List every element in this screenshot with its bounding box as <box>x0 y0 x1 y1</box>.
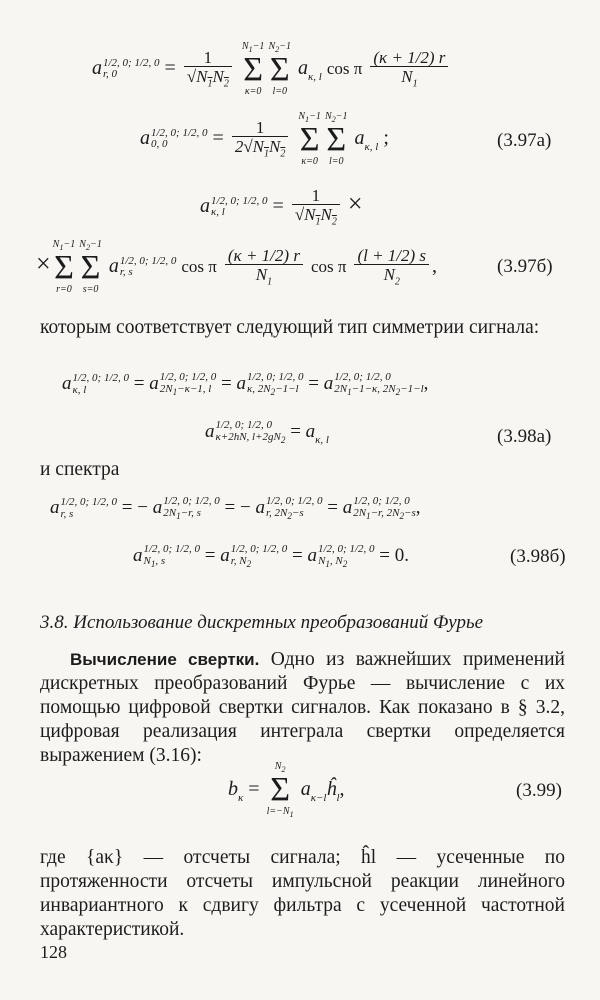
equation-397-line1: a 1/2, 0; 1/2, 0 r, 0 = $\frac{1}{√N_1N_2}$ $N_1-1$ Σ κ=0 $N_2-1$ Σ l=0 $a_{\kappa, l}$ cos π $\frac{(\kappa + 1/2) r}{N_1}$ <box>92 42 451 97</box>
equation-number-399: (3.99) <box>516 780 562 801</box>
equation-number-398a: (3.98а) <box>497 426 552 447</box>
equation-number-397b: (3.97б) <box>497 256 553 277</box>
paragraph-convolution <box>40 648 565 768</box>
section-title: 3.8. Использование дискретных преобразований Фурье <box>40 612 484 633</box>
paragraph-signal-samples: где {aκ} — отсчеты сигнала; ĥl — усеченные по протяженности отсчеты импульсной реакции линейного инвариантного к сдвигу фильтра с усеченной частотной характеристикой. <box>40 847 565 940</box>
equation-398b-line1: a 1/2, 0; 1/2, 0 r, s = − a 1/2, 0; 1/2, 0 $2N_1-r$, s = − a 1/2, 0; 1/2, 0 r, $2N_2-s$ = a 1/2, 0; 1/2, 0 $2N_1-r$, $2N_2-s$ , <box>50 495 421 521</box>
page-number: 128 <box>40 942 67 962</box>
run-in-heading: Вычисление свертки. <box>70 650 260 669</box>
equation-398a-line1: a 1/2, 0; 1/2, 0 κ, l = a 1/2, 0; 1/2, 0 $2N_1-\kappa-1$, l = a 1/2, 0; 1/2, 0 κ, $2N_2-1-l$ = a 1/2, 0; 1/2, 0 $2N_1-1-\kappa$, $2N_2-1-l$ , <box>62 371 429 397</box>
equation-398b-line2: a 1/2, 0; 1/2, 0 $N_1$, s = a 1/2, 0; 1/2, 0 r, $N_2$ = a 1/2, 0; 1/2, 0 $N_1$, $N_2$ = 0. <box>133 543 409 569</box>
paragraph-symmetry-signal: которым соответствует следующий тип симметрии сигнала: <box>40 317 540 338</box>
paragraph-convolution-text: Одно из важнейших применений дискретных преобразований Фурье — вычисление с их помощью цифровой свертки сигналов. Как показано в § 3.2, цифровая реализация интеграла свертки определяется выражением (3.16): <box>40 649 565 766</box>
equation-number-398b: (3.98б) <box>510 546 566 567</box>
equation-397a: a 1/2, 0; 1/2, 0 0, 0 = $\frac{1}{2√N_1N_2}$ $N_1-1$ Σ κ=0 $N_2-1$ Σ l=0 $a_{\kappa, l}$ ; <box>140 111 389 167</box>
equation-number-397a: (3.97а) <box>497 130 552 151</box>
equation-398a-line2: a 1/2, 0; 1/2, 0 κ+2hN, $l+2gN_2$ = $a_{\kappa, l}$ <box>205 419 329 447</box>
equation-399: $b_\kappa$ = $N_2$ Σ $l=-N_1$ $a_{\kappa-l}ĥ_l$, <box>228 761 345 819</box>
paragraph-and-spectrum: и спектра <box>40 459 120 480</box>
equation-397b-line1: a 1/2, 0; 1/2, 0 κ, l = $\frac{1}{√N_1N_2}$ × <box>200 186 363 228</box>
equation-397b-line2: × $N_1-1$ Σ r=0 $N_2-1$ Σ s=0 a 1/2, 0; 1/2, 0 r, s cos π $\frac{(\kappa + 1/2) r}{N_1}$ cos π $\frac{(l + 1/2) s}{N_2}$ , <box>36 239 438 295</box>
